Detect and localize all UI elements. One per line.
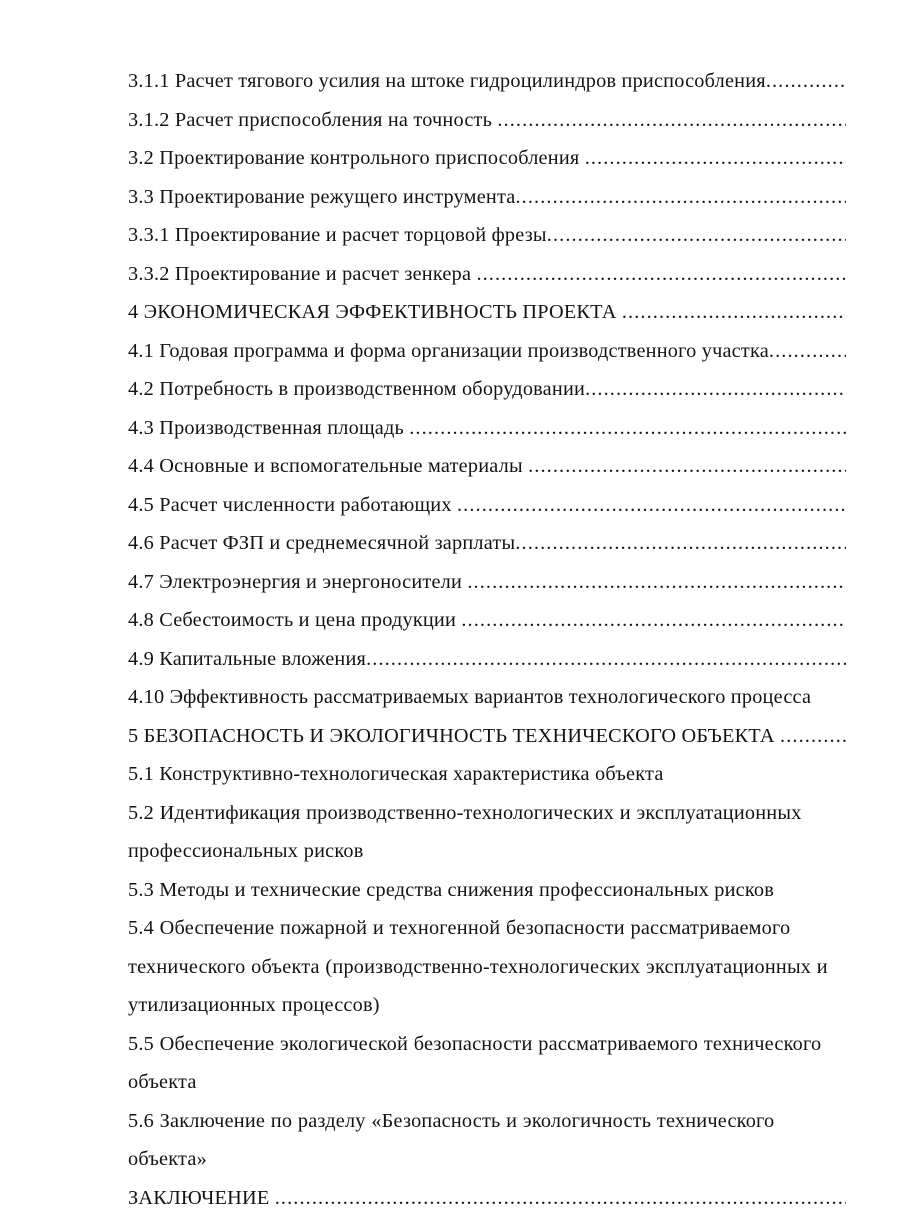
toc-entry-label: 5.1 Конструктивно-технологическая характеристика объекта [128,763,664,785]
toc-entry-label: 3.3 Проектирование режущего инструмента [128,178,516,217]
toc-dot-leader [622,293,846,332]
toc-entry-row [128,139,846,178]
toc-dot-leader [366,640,846,679]
toc-dot-leader [780,717,846,756]
toc-entry[interactable] [128,794,846,871]
toc-entry-label: 4.1 Годовая программа и форма организации производственного участка [128,332,769,371]
toc-entry[interactable] [128,178,846,217]
toc-entry[interactable] [128,255,846,294]
toc-entry-row [128,717,846,756]
toc-entry[interactable] [128,332,846,371]
toc-entry-label: 4.3 Производственная площадь [128,409,409,448]
toc-entry-row [128,216,846,255]
toc-entry-row [128,370,846,409]
toc-entry[interactable] [128,717,846,756]
toc-entry-row [128,524,846,563]
toc-entry-label: 4.6 Расчет ФЗП и среднемесячной зарплаты [128,524,515,563]
toc-dot-leader [275,1179,846,1217]
toc-entry[interactable] [128,678,846,717]
toc-entry-label: 3.1.2 Расчет приспособления на точность [128,101,497,140]
toc-entry[interactable] [128,640,846,679]
toc-entry[interactable] [128,601,846,640]
toc-dot-leader [467,563,846,602]
toc-entry-label: 4.7 Электроэнергия и энергоносители [128,563,467,602]
toc-entry[interactable] [128,139,846,178]
toc-entry-row [128,332,846,371]
toc-entry-row [128,640,846,679]
toc-entry[interactable] [128,409,846,448]
toc-dot-leader [461,601,846,640]
toc-entry-label: 4.8 Себестоимость и цена продукции [128,601,461,640]
toc-dot-leader [409,409,846,448]
toc-dot-leader [769,332,846,371]
toc-entry-row [128,563,846,602]
toc-entry[interactable] [128,62,846,101]
toc-dot-leader [585,370,846,409]
toc-entry-row [128,255,846,294]
toc-entry-row [128,1179,846,1217]
toc-entry[interactable] [128,1102,846,1179]
toc-entry-row [128,486,846,525]
toc-entry-label: 5.5 Обеспечение экологической безопасности рассматриваемого технического объекта [128,1033,821,1094]
toc-entry[interactable] [128,293,846,332]
toc-entry[interactable] [128,909,846,1025]
toc-entry-row [128,601,846,640]
toc-entry-row [128,101,846,140]
toc-entry-row [128,62,846,101]
toc-dot-leader [497,101,846,140]
toc-entry[interactable] [128,755,846,794]
toc-entry-row [128,293,846,332]
toc-entry-label: 5.4 Обеспечение пожарной и техногенной безопасности рассматриваемого технического объекта (производственно-технологических эксплуатационных и утилизационных процессов) [128,917,828,1016]
toc-dot-leader [528,447,846,486]
toc-entry[interactable] [128,1025,846,1102]
toc-entry-label: 3.2 Проектирование контрольного приспособления [128,139,585,178]
toc-entry[interactable] [128,524,846,563]
toc-entry[interactable] [128,216,846,255]
toc-entry-label: 4.5 Расчет численности работающих [128,486,457,525]
toc-dot-leader [515,524,846,563]
toc-dot-leader [766,62,846,101]
toc-entry[interactable] [128,447,846,486]
toc-entry[interactable] [128,871,846,910]
toc-entry-label: 3.1.1 Расчет тягового усилия на штоке гидроцилиндров приспособления [128,62,766,101]
toc-dot-leader [547,216,846,255]
toc-entry[interactable] [128,101,846,140]
toc-entry-label: 5.3 Методы и технические средства снижения профессиональных рисков [128,879,774,901]
toc-entry-label: 5 БЕЗОПАСНОСТЬ И ЭКОЛОГИЧНОСТЬ ТЕХНИЧЕСКОГО ОБЪЕКТА [128,717,780,756]
toc-entry[interactable] [128,1179,846,1217]
toc-entry[interactable] [128,486,846,525]
toc-entry-row [128,409,846,448]
toc-entry-label: 5.2 Идентификация производственно-технологических и эксплуатационных профессиональных рисков [128,802,802,863]
toc-entry-label: 4 ЭКОНОМИЧЕСКАЯ ЭФФЕКТИВНОСТЬ ПРОЕКТА [128,293,622,332]
toc-dot-leader [516,178,847,217]
toc-dot-leader [476,255,846,294]
toc-entry-label: 4.9 Капитальные вложения [128,640,366,679]
toc-dot-leader [457,486,846,525]
toc-entry-label: 4.10 Эффективность рассматриваемых вариантов технологического процесса [128,686,811,708]
toc-entry[interactable] [128,563,846,602]
toc-entry-label: 3.3.1 Проектирование и расчет торцовой фрезы [128,216,547,255]
toc-entry-row [128,447,846,486]
table-of-contents-list [128,62,846,1217]
toc-entry-label: 5.6 Заключение по разделу «Безопасность и экологичность технического объекта» [128,1110,774,1171]
toc-entry-label: 4.4 Основные и вспомогательные материалы [128,447,528,486]
toc-entry-label: ЗАКЛЮЧЕНИЕ [128,1179,275,1217]
toc-entry-row [128,178,846,217]
toc-dot-leader [585,139,846,178]
toc-entry[interactable] [128,370,846,409]
toc-entry-label: 4.2 Потребность в производственном оборудовании [128,370,585,409]
toc-entry-label: 3.3.2 Проектирование и расчет зенкера [128,255,476,294]
